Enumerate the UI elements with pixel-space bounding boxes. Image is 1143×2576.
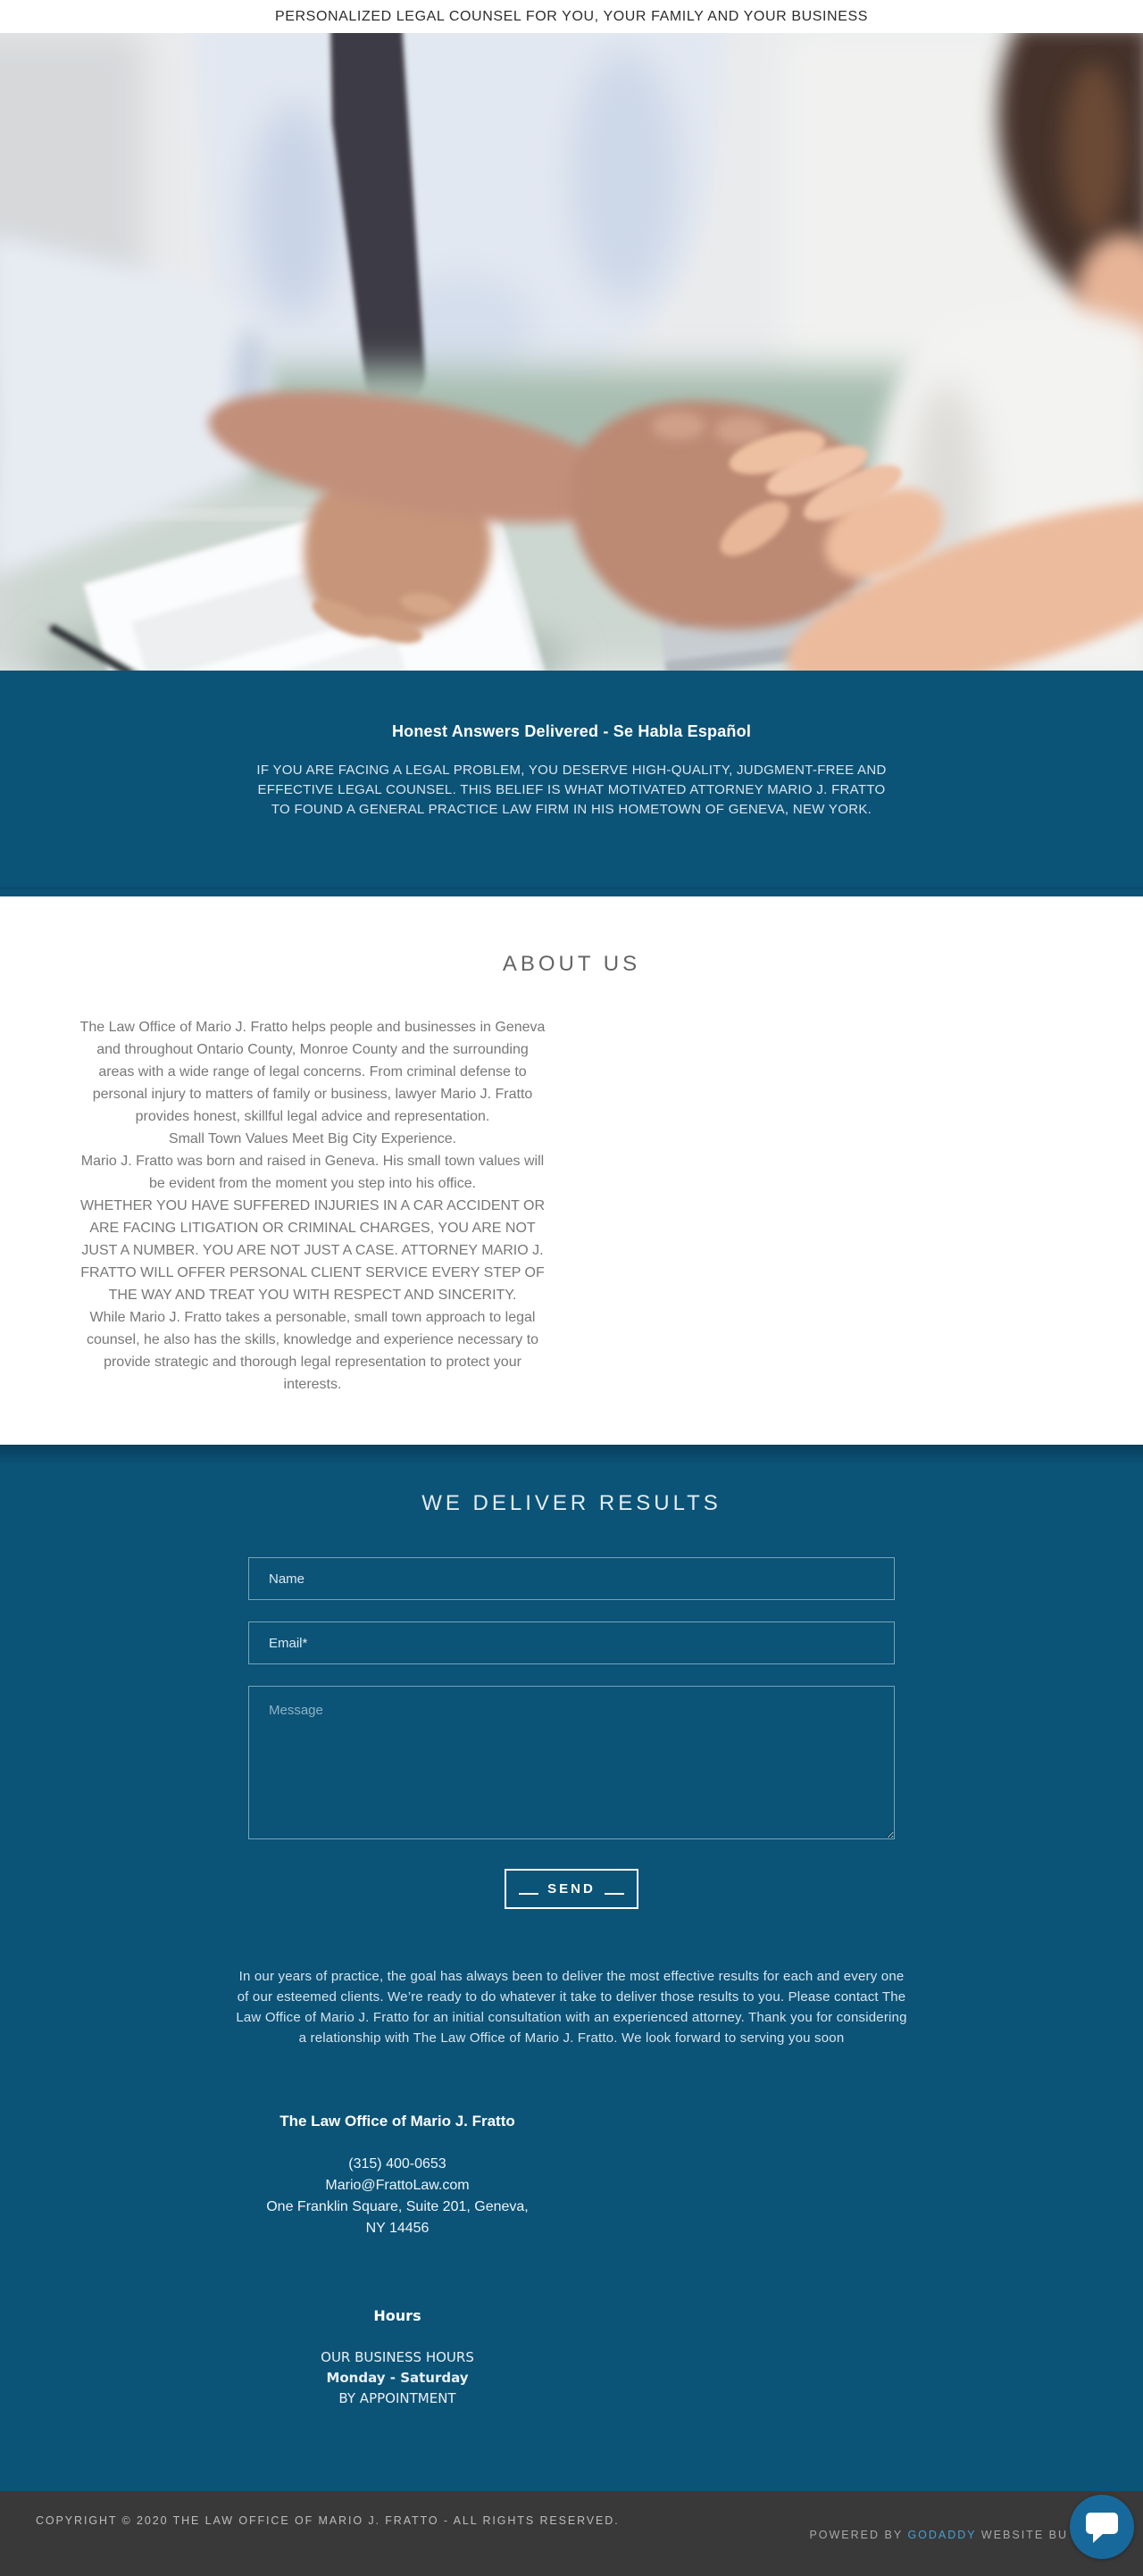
powered-by-text [809,2529,1068,2541]
hours-heading: Hours [373,2307,421,2324]
chat-bubble-icon [1083,2509,1121,2545]
street-address: One Franklin Square, Suite 201, Geneva, [266,2199,529,2214]
about-paragraph: Mario J. Fratto was born and raised in Geneva. His small town values will be evident from the moment you step into his office. [80,1154,545,1191]
hours-line: OUR BUSINESS HOURS [321,2349,474,2365]
copyright-text: COPYRIGHT © 2020 THE LAW OFFICE OF MARIO J. FRATTO - ALL RIGHTS RESERVED. [36,2514,620,2527]
powered-prefix: POWERED BY [809,2529,908,2541]
email-address: Mario@FrattoLaw.com [325,2178,470,2193]
about-heading: ABOUT US [502,952,641,976]
about-text-column [79,1016,546,1396]
phone-number: (315) 400-0653 [348,2156,446,2172]
send-label: SEND [547,1881,596,1897]
intro-section [0,671,1143,896]
send-left-dash-icon [519,1893,538,1895]
results-pitch: In our years of practice, the goal has always been to deliver the most effective results for each and every one of our esteemed clients. We’re ready to do whatever it take to deliver those results to you. Please contact The Law Office of Mario J. Fratto for an initial consultation with an experienced attorney. Thank you for considering a relationship with The Law Office of Mario J. Fratto. We look forward to serving you soon [236,1969,907,2046]
message-textarea[interactable] [248,1686,895,1839]
hours-block [80,2307,714,2409]
footer [0,2491,1143,2576]
send-button[interactable] [505,1869,638,1909]
intro-heading: Honest Answers Delivered - Se Habla Español [391,722,752,740]
chat-widget-button[interactable] [1070,2495,1134,2559]
results-section [0,1445,1143,2491]
email-input[interactable] [248,1621,895,1664]
results-heading: WE DELIVER RESULTS [421,1491,722,1515]
contact-form [248,1557,895,1909]
about-section [0,896,1143,1445]
send-row [248,1869,895,1909]
godaddy-link[interactable]: GODADDY [907,2529,977,2541]
about-paragraph: The Law Office of Mario J. Fratto helps people and businesses in Geneva and throughout Ontario County, Monroe County and the surrounding areas with a wide range of legal concerns. From criminal defense to personal injury to matters of family or business, lawyer Mario J. Fratto provides honest, skillful legal advice and representation. [79,1020,546,1124]
name-input[interactable] [248,1557,895,1600]
about-paragraph: While Mario J. Fratto takes a personable, small town approach to legal counsel, he also has the skills, knowledge and experience necessary to provide strategic and thorough legal representation to protect your interests. [86,1310,539,1392]
about-paragraph: WHETHER YOU HAVE SUFFERED INJURIES IN A CAR ACCIDENT OR ARE FACING LITIGATION OR CRIMINAL CHARGES, YOU ARE NOT JUST A NUMBER. YOU ARE NOT JUST A CASE. ATTORNEY MARIO J. FRATTO WILL OFFER PERSONAL CLIENT SERVICE EVERY STEP OF THE WAY AND TREAT YOU WITH RESPECT AND SINCERITY. [79,1198,546,1303]
top-announcement-bar [0,0,1143,33]
city-zip: NY 14456 [365,2221,430,2236]
tagline-text: PERSONALIZED LEGAL COUNSEL FOR YOU, YOUR FAMILY AND YOUR BUSINESS [274,8,869,24]
hero-photo-illustration [0,33,1143,671]
about-paragraph: Small Town Values Meet Big City Experience. [168,1131,457,1146]
hours-days: Monday - Saturday [326,2370,469,2386]
hours-note: BY APPOINTMENT [338,2390,456,2406]
intro-body: IF YOU ARE FACING A LEGAL PROBLEM, YOU DESERVE HIGH-QUALITY, JUDGMENT-FREE AND EFFECTIVE LEGAL COUNSEL. THIS BELIEF IS WHAT MOTIVATED ATTORNEY MARIO J. FRATTO TO FOUND A GENERAL PRACTICE LAW FIRM IN HIS HOMETOWN OF GENEVA, NEW YORK. [256,763,887,817]
send-right-dash-icon [605,1893,624,1895]
firm-name: The Law Office of Mario J. Fratto [279,2113,515,2130]
hero-image [0,33,1143,671]
contact-info-block [80,2113,714,2239]
powered-suffix: WEBSITE BU [976,2529,1068,2541]
